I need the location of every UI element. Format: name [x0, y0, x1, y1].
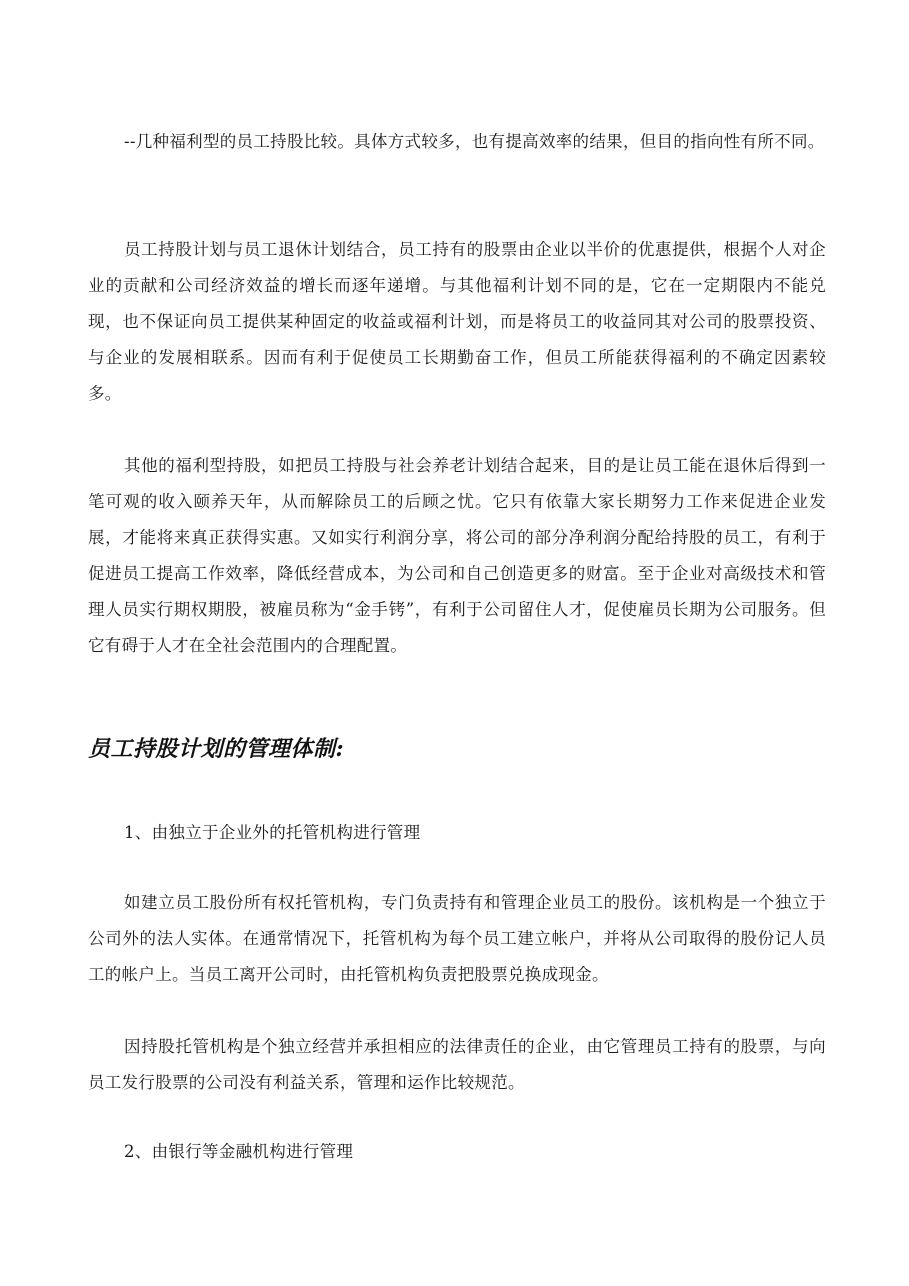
- section2-title: 2、由银行等金融机构进行管理: [124, 1142, 354, 1161]
- paragraph-other-welfare: 其他的福利型持股，如把员工持股与社会养老计划结合起来，目的是让员工能在退休后得到一笔可观的收入颐养天年，从而解除员工的后顾之忧。它只有依靠大家长期努力工作来促进企业发展，才能将来真正获得实惠。又如实行利润分享，将公司的部分净利润分配给持股的员工，有利于促进员工提高工作效率，降低经营成本，为公司和自己创造更多的财富。至于企业对高级技术和管理人员实行期权期股，被雇员称为“金手铐”，有利于公司留住人才，促使雇员长期为公司服务。但它有碍于人才在全社会范围内的合理配置。: [88, 456, 826, 655]
- paragraph-retirement-plan: 员工持股计划与员工退休计划结合，员工持有的股票由企业以半价的优惠提供，根据个人对企业的贡献和公司经济效益的增长而逐年递增。与其他福利计划不同的是，它在一定期限内不能兑现，也不保证向员工提供某种固定的收益或福利计划，而是将员工的收益同其对公司的股票投资、与企业的发展相联系。因而有利于促使员工长期勤奋工作，但员工所能获得福利的不确定因素较多。: [88, 240, 826, 403]
- paragraph-trust-institution: 如建立员工股份所有权托管机构，专门负责持有和管理企业员工的股份。该机构是一个独立于公司外的法人实体。在通常情况下，托管机构为每个员工建立帐户，并将从公司取得的股份记人员工的帐户上。当员工离开公司时，由托管机构负责把股票兑换成现金。: [88, 893, 826, 984]
- paragraph-trust-independence: 因持股托管机构是个独立经营并承担相应的法律责任的企业，由它管理员工持有的股票，与向员工发行股票的公司没有利益关系，管理和运作比较规范。: [88, 1037, 826, 1092]
- section1-title: 1、由独立于企业外的托管机构进行管理: [124, 823, 421, 842]
- paragraph-welfare-comparison: --几种福利型的员工持股比较。具体方式较多，也有提高效率的结果，但目的指向性有所不同。: [124, 132, 825, 151]
- section-heading-management: 员工持股计划的管理体制:: [88, 736, 345, 762]
